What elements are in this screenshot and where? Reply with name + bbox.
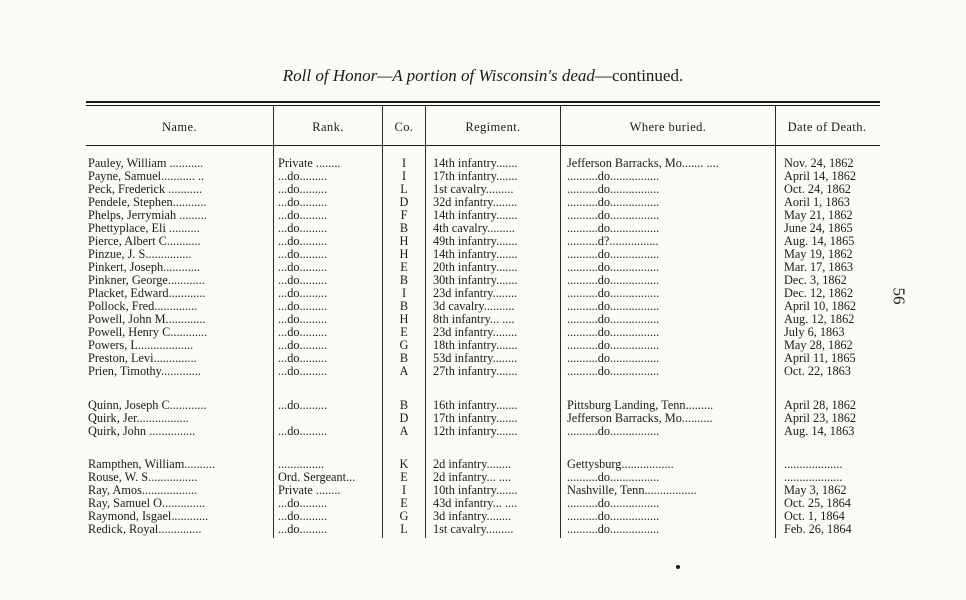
row-date: Aug. 14, 1863 xyxy=(784,425,855,438)
row-regiment: 32d infantry........ xyxy=(433,196,518,209)
row-buried: ..........do................ xyxy=(567,287,660,300)
row-name: Ray, Samuel O.............. xyxy=(88,497,206,510)
row-rank: ...do......... xyxy=(278,235,328,248)
top-rule-thick xyxy=(86,101,880,103)
row-rank: ...do......... xyxy=(278,248,328,261)
row-rank: ...do......... xyxy=(278,399,328,412)
row-regiment: 4th cavalry......... xyxy=(433,222,515,235)
header-where-buried: Where buried. xyxy=(629,119,707,134)
row-co: E xyxy=(400,326,408,339)
header-date-of-death: Date of Death. xyxy=(787,119,867,134)
row-rank: ...do......... xyxy=(278,326,328,339)
row-rank: ...do......... xyxy=(278,287,328,300)
row-name: Raymond, Isgael............ xyxy=(88,510,209,523)
column-divider xyxy=(382,106,383,538)
row-date: Oct. 25, 1864 xyxy=(784,497,851,510)
row-co: E xyxy=(400,471,408,484)
row-co: B xyxy=(399,222,409,235)
row-regiment: 17th infantry....... xyxy=(433,170,518,183)
row-co: E xyxy=(400,497,408,510)
row-rank: ...do......... xyxy=(278,261,328,274)
row-rank: ...do......... xyxy=(278,300,328,313)
row-regiment: 10th infantry....... xyxy=(433,484,518,497)
row-buried: Nashville, Tenn................. xyxy=(567,484,697,497)
row-regiment: 1st cavalry......... xyxy=(433,183,514,196)
row-buried: Jefferson Barracks, Mo....... .... xyxy=(567,157,719,170)
row-name: Preston, Levi.............. xyxy=(88,352,197,365)
row-rank: ............... xyxy=(278,458,325,471)
row-regiment: 2d infantry........ xyxy=(433,458,512,471)
row-date: Oct. 22, 1863 xyxy=(784,365,851,378)
row-name: Payne, Samuel........... .. xyxy=(88,170,205,183)
row-rank: ...do......... xyxy=(278,170,328,183)
row-name: Pinzue, J. S............... xyxy=(88,248,192,261)
row-date: Dec. 3, 1862 xyxy=(784,274,847,287)
row-rank xyxy=(278,412,381,425)
row-rank: ...do......... xyxy=(278,497,328,510)
row-co: I xyxy=(401,484,407,497)
row-name: Phettyplace, Eli .......... xyxy=(88,222,200,235)
row-co: H xyxy=(399,248,409,261)
row-regiment: 23d infantry........ xyxy=(433,326,518,339)
row-name: Powell, John M............. xyxy=(88,313,206,326)
row-buried: ..........do................ xyxy=(567,339,660,352)
row-name: Prien, Timothy............. xyxy=(88,365,201,378)
row-buried: ..........do................ xyxy=(567,326,660,339)
row-regiment: 14th infantry....... xyxy=(433,209,518,222)
row-name: Pendele, Stephen........... xyxy=(88,196,207,209)
row-name: Rouse, W. S................ xyxy=(88,471,198,484)
row-name: Pollock, Fred.............. xyxy=(88,300,198,313)
row-date: Feb. 26, 1864 xyxy=(784,523,852,536)
row-name: Powers, L.................. xyxy=(88,339,194,352)
row-rank: ...do......... xyxy=(278,209,328,222)
row-name: Quirk, Jer................. xyxy=(88,412,189,425)
row-buried: ..........do................ xyxy=(567,300,660,313)
row-rank: ...do......... xyxy=(278,365,328,378)
row-date: April 11, 1865 xyxy=(784,352,856,365)
row-date: April 10, 1862 xyxy=(784,300,857,313)
row-date: Oct. 24, 1862 xyxy=(784,183,851,196)
row-date: Dec. 12, 1862 xyxy=(784,287,853,300)
row-date: ................... xyxy=(784,458,843,471)
row-co: I xyxy=(401,170,407,183)
page-title xyxy=(0,66,966,86)
row-regiment: 53d infantry........ xyxy=(433,352,518,365)
row-regiment: 20th infantry....... xyxy=(433,261,518,274)
row-rank: ...do......... xyxy=(278,352,328,365)
row-buried: ..........d?................ xyxy=(567,235,659,248)
row-regiment: 16th infantry....... xyxy=(433,399,518,412)
row-rank: ...do......... xyxy=(278,523,328,536)
row-buried: ..........do................ xyxy=(567,425,660,438)
row-buried: ..........do................ xyxy=(567,261,660,274)
row-regiment: 27th infantry....... xyxy=(433,365,518,378)
row-regiment: 3d cavalry.......... xyxy=(433,300,515,313)
row-name: Peck, Frederick ........... xyxy=(88,183,203,196)
row-regiment: 14th infantry....... xyxy=(433,157,518,170)
row-buried: Jefferson Barracks, Mo.......... xyxy=(567,412,713,425)
row-co: B xyxy=(399,300,409,313)
row-rank: ...do......... xyxy=(278,196,328,209)
row-name: Quirk, John ............... xyxy=(88,425,196,438)
row-name: Ray, Amos.................. xyxy=(88,484,198,497)
row-buried: ..........do................ xyxy=(567,523,660,536)
column-divider xyxy=(425,106,426,538)
row-date: May 19, 1862 xyxy=(784,248,853,261)
row-co: K xyxy=(399,458,409,471)
ink-dot xyxy=(676,565,680,569)
row-regiment: 23d infantry........ xyxy=(433,287,518,300)
header-co: Co. xyxy=(394,119,414,134)
row-rank: Private ........ xyxy=(278,157,341,170)
row-rank: Private ........ xyxy=(278,484,341,497)
row-regiment: 17th infantry....... xyxy=(433,412,518,425)
row-date: Nov. 24, 1862 xyxy=(784,157,854,170)
row-co: F xyxy=(400,209,408,222)
row-regiment: 2d infantry... .... xyxy=(433,471,512,484)
row-regiment: 43d infantry... .... xyxy=(433,497,518,510)
row-name: Phelps, Jerrymiah ......... xyxy=(88,209,207,222)
column-divider xyxy=(775,106,776,538)
row-regiment: 8th infantry... .... xyxy=(433,313,515,326)
row-date: May 21, 1862 xyxy=(784,209,853,222)
row-co: I xyxy=(401,157,407,170)
row-co: A xyxy=(399,365,409,378)
row-buried: ..........do................ xyxy=(567,209,660,222)
row-co: E xyxy=(400,261,408,274)
row-date: Aug. 12, 1862 xyxy=(784,313,855,326)
row-buried: ..........do................ xyxy=(567,196,660,209)
row-buried: ..........do................ xyxy=(567,471,660,484)
row-buried: Pittsburg Landing, Tenn......... xyxy=(567,399,714,412)
header-name: Name. xyxy=(162,119,197,134)
row-name: Redick, Royal.............. xyxy=(88,523,202,536)
row-rank: ...do......... xyxy=(278,425,328,438)
row-date: July 6, 1863 xyxy=(784,326,845,339)
row-name: Pierce, Albert C........... xyxy=(88,235,201,248)
row-name: Placket, Edward............ xyxy=(88,287,206,300)
row-co: H xyxy=(399,235,409,248)
row-co: L xyxy=(400,523,408,536)
row-date: Oct. 1, 1864 xyxy=(784,510,845,523)
row-buried: ..........do................ xyxy=(567,183,660,196)
row-regiment: 3d infantry........ xyxy=(433,510,512,523)
row-rank: ...do......... xyxy=(278,183,328,196)
row-rank: Ord. Sergeant... xyxy=(278,471,356,484)
row-co: A xyxy=(399,425,409,438)
row-buried: ..........do................ xyxy=(567,170,660,183)
row-date: April 14, 1862 xyxy=(784,170,857,183)
row-buried: ..........do................ xyxy=(567,248,660,261)
row-regiment: 49th infantry....... xyxy=(433,235,518,248)
row-name: Pauley, William ........... xyxy=(88,157,204,170)
row-date: April 28, 1862 xyxy=(784,399,857,412)
row-date: June 24, 1865 xyxy=(784,222,853,235)
row-name: Pinkert, Joseph............ xyxy=(88,261,201,274)
page-title-main: Roll of Honor—A portion of Wisconsin's dead xyxy=(282,66,595,85)
row-date: May 28, 1862 xyxy=(784,339,853,352)
row-buried: ..........do................ xyxy=(567,222,660,235)
row-rank: ...do......... xyxy=(278,510,328,523)
row-buried: ..........do................ xyxy=(567,510,660,523)
row-name: Quinn, Joseph C............ xyxy=(88,399,207,412)
row-co: D xyxy=(399,412,409,425)
top-rule-thin xyxy=(86,105,880,106)
row-co: D xyxy=(399,196,409,209)
row-regiment: 18th infantry....... xyxy=(433,339,518,352)
row-co: L xyxy=(400,183,408,196)
row-rank: ...do......... xyxy=(278,339,328,352)
row-name: Pinkner, George............ xyxy=(88,274,205,287)
row-co: I xyxy=(401,287,407,300)
row-regiment: 14th infantry....... xyxy=(433,248,518,261)
column-divider xyxy=(560,106,561,538)
row-buried: ..........do................ xyxy=(567,352,660,365)
header-regiment: Regiment. xyxy=(465,119,521,134)
row-rank: ...do......... xyxy=(278,274,328,287)
row-name: Rampthen, William.......... xyxy=(88,458,216,471)
row-co: B xyxy=(399,274,409,287)
row-co: H xyxy=(399,313,409,326)
header-rule xyxy=(86,145,880,146)
row-buried: ..........do................ xyxy=(567,313,660,326)
row-name: Powell, Henry C............ xyxy=(88,326,208,339)
row-co: G xyxy=(399,510,409,523)
row-rank: ...do......... xyxy=(278,222,328,235)
row-buried: ..........do................ xyxy=(567,365,660,378)
row-date: April 23, 1862 xyxy=(784,412,857,425)
row-buried: ..........do................ xyxy=(567,274,660,287)
row-co: G xyxy=(399,339,409,352)
row-regiment: 30th infantry....... xyxy=(433,274,518,287)
row-date: ................... xyxy=(784,471,843,484)
page-number: 56 xyxy=(889,287,909,305)
row-regiment: 1st cavalry......... xyxy=(433,523,514,536)
row-rank: ...do......... xyxy=(278,313,328,326)
row-date: Aug. 14, 1865 xyxy=(784,235,855,248)
row-buried: Gettysburg................. xyxy=(567,458,674,471)
row-buried: ..........do................ xyxy=(567,497,660,510)
row-co: B xyxy=(399,399,409,412)
column-divider xyxy=(273,106,274,538)
row-regiment: 12th infantry....... xyxy=(433,425,518,438)
row-date: Mar. 17, 1863 xyxy=(784,261,853,274)
row-co: B xyxy=(399,352,409,365)
row-date: Aoril 1, 1863 xyxy=(784,196,850,209)
row-date: May 3, 1862 xyxy=(784,484,847,497)
header-rank: Rank. xyxy=(312,119,344,134)
page-title-suffix: —continued. xyxy=(594,66,684,85)
